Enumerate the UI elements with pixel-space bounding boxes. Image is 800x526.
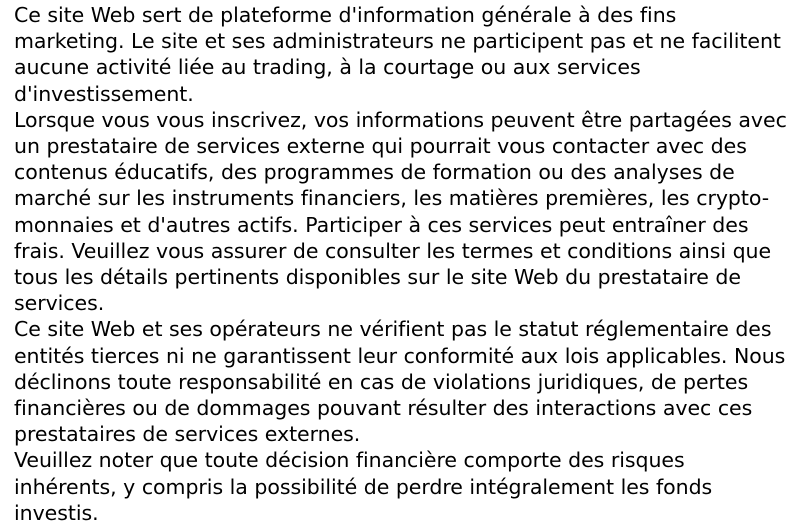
disclaimer-paragraph-3: Ce site Web et ses opérateurs ne vérifient pas le statut réglementaire des entités tierces ni ne garantissent leur conformité aux lois applicables. Nous déclinons toute responsabilité en cas de violations juridiques, de pertes financières ou de dommages pouvant résulter des interactions avec ces prestataires de services externes.: [14, 317, 786, 447]
disclaimer-paragraph-4: Veuillez noter que toute décision financière comporte des risques inhérents, y compris la possibilité de perdre intégralement les fonds investis.: [14, 448, 713, 525]
disclaimer-paragraph-2: Lorsque vous vous inscrivez, vos informations peuvent être partagées avec un prestataire de services externe qui pourrait vous contacter avec des contenus éducatifs, des programmes de formation ou des analyses de marché sur les instruments financiers, les matières premières, les crypto-monnaies et d'autres actifs. Participer à ces services peut entraîner des frais. Veuillez vous assurer de consulter les termes et conditions ainsi que tous les détails pertinents disponibles sur le site Web du prestataire de services.: [14, 107, 787, 316]
disclaimer-paragraph-1: Ce site Web sert de plateforme d'information générale à des fins marketing. Le site et ses administrateurs ne participent pas et ne facilitent aucune activité liée au trading, à la courtage ou aux services d'investissement.: [14, 3, 781, 106]
